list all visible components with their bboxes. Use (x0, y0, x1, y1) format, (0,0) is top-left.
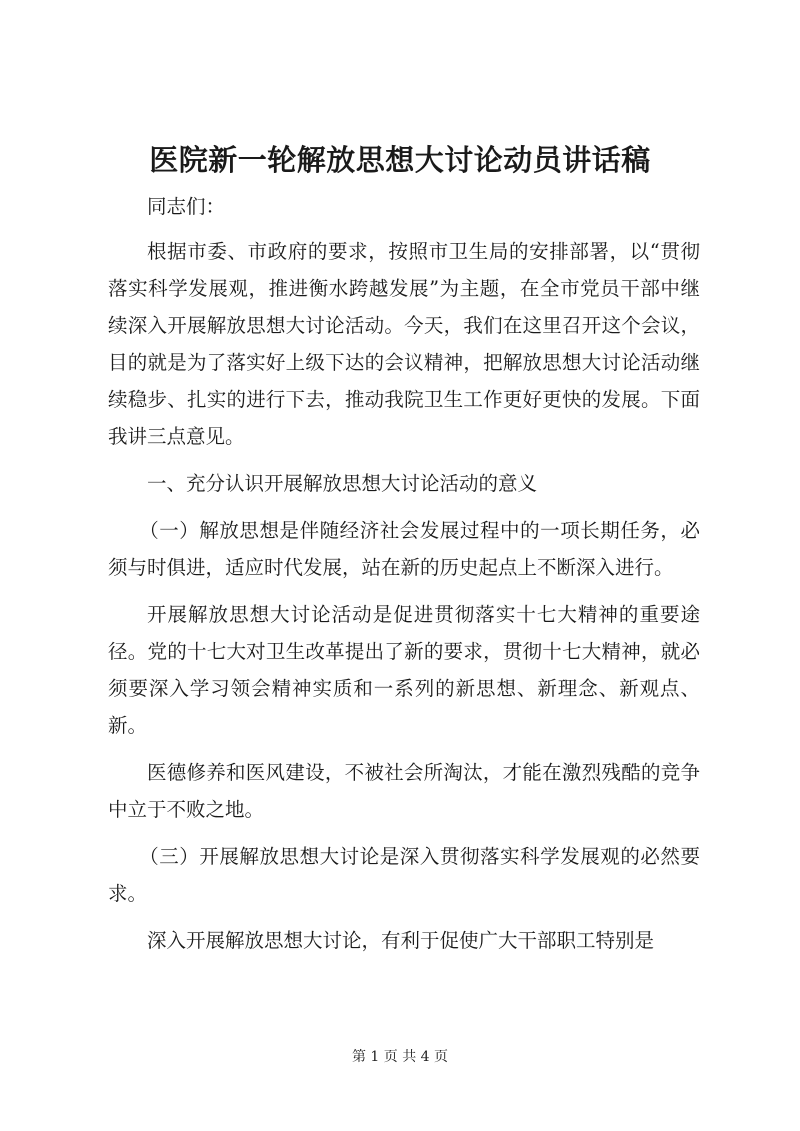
intro-paragraph: 根据市委、市政府的要求，按照市卫生局的安排部署，以“贯彻落实科学发展观，推进衡水跨越发展”为主题，在全市党员干部中继续深入开展解放思想大讨论活动。今天，我们在这里召开这个会议，目的就是为了落实好上级下达的会议精神，把解放思想大讨论活动继续稳步、扎实的进行下去，推动我院卫生工作更好更快的发展。下面我讲三点意见。 (108, 240, 700, 448)
section-heading-one: 一、充分认识开展解放思想大讨论活动的意义 (147, 472, 538, 495)
document-body (108, 188, 700, 969)
body-paragraph: 深入开展解放思想大讨论，有利于促使广大干部职工特别是 (147, 929, 655, 952)
document-title: 医院新一轮解放思想大讨论动员讲话稿 (149, 143, 651, 177)
salutation-paragraph: 同志们： (147, 195, 226, 218)
subsection-three-paragraph: （三）开展解放思想大讨论是深入贯彻落实科学发展观的必然要求。 (108, 845, 700, 905)
body-paragraph: 医德修养和医风建设，不被社会所淘汰，才能在激烈残酷的竞争中立于不败之地。 (108, 761, 700, 821)
subsection-one-paragraph: （一）解放思想是伴随经济社会发展过程中的一项长期任务，必须与时俱进，适应时代发展，站在新的历史起点上不断深入进行。 (108, 519, 700, 579)
body-paragraph: 开展解放思想大讨论活动是促进贯彻落实十七大精神的重要途径。党的十七大对卫生改革提出了新的要求，贯彻十七大精神，就必须要深入学习领会精神实质和一系列的新思想、新理念、新观点、新。 (108, 603, 700, 737)
page-number-footer: 第 1 页 共 4 页 (351, 1049, 449, 1065)
